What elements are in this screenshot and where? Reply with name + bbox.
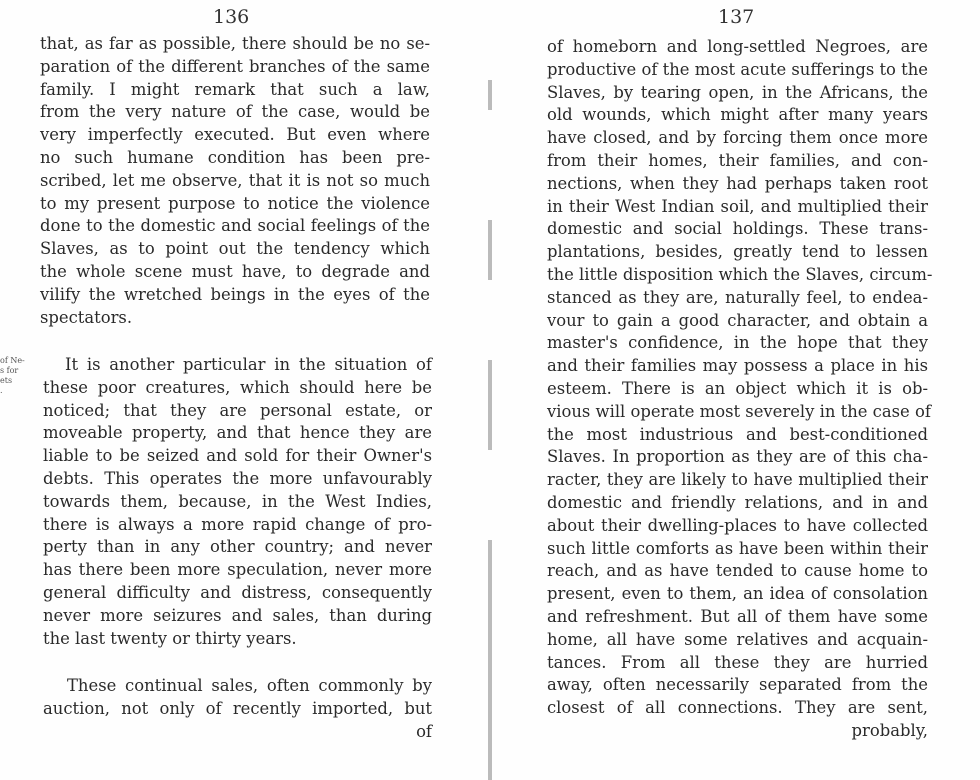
text-line: from the very nature of the case, would be	[40, 102, 430, 122]
text-line: perty than in any other country; and never	[43, 537, 432, 557]
left-paragraph-2	[43, 354, 432, 650]
margin-note-line: ets	[0, 376, 13, 385]
text-line: auction, not only of recently imported, but	[43, 698, 432, 718]
text-line: very imperfectly executed. But even where	[40, 125, 430, 145]
text-line: old wounds, which might after many years	[547, 105, 928, 125]
text-line: debts. This operates the more unfavourably	[43, 468, 432, 488]
text-line: no such humane condition has been pre-	[40, 147, 430, 167]
text-line: productive of the most acute sufferings to the	[547, 59, 928, 79]
text-line: there is always a more rapid change of pro-	[43, 514, 432, 534]
text-line: Slaves, by tearing open, in the Africans, the	[547, 82, 928, 102]
text-line: racter, they are likely to have multiplied their	[547, 470, 928, 490]
text-line: scribed, let me observe, that it is not so much	[40, 170, 430, 190]
margin-note-line: of Ne-	[0, 356, 25, 365]
text-line: about their dwelling-places to have collected	[547, 515, 928, 535]
text-line: liable to be seized and sold for their Owner's	[43, 446, 432, 466]
margin-note-line: s for	[0, 366, 19, 375]
text-line: of homeborn and long-settled Negroes, are	[547, 37, 928, 56]
margin-note	[0, 356, 40, 396]
text-line: nections, when they had perhaps taken root	[547, 173, 928, 193]
text-line: have closed, and by forcing them once more	[547, 128, 928, 148]
text-line: family. I might remark that such a law,	[40, 79, 430, 99]
text-line: moveable property, and that hence they are	[43, 423, 432, 443]
text-line: these poor creatures, which should here be	[43, 377, 432, 397]
text-line: home, all have some relatives and acquain-	[547, 629, 928, 649]
text-line: the whole scene must have, to degrade and	[40, 261, 430, 281]
text-line: such little comforts as have been within their	[547, 538, 928, 558]
page-number-right: 137	[718, 6, 755, 28]
text-line: away, often necessarily separated from the	[547, 675, 928, 695]
text-line: that, as far as possible, there should be no se-	[40, 34, 430, 53]
text-line: domestic and social holdings. These trans-	[547, 219, 928, 239]
text-line: Slaves, as to point out the tendency which	[40, 239, 430, 259]
text-line: paration of the different branches of the same	[40, 56, 430, 76]
text-line: domestic and friendly relations, and in and	[547, 492, 928, 512]
text-line: closest of all connections. They are sent,	[547, 698, 928, 718]
text-line: vilify the wretched beings in the eyes of the	[40, 284, 430, 304]
text-line: spectators.	[40, 307, 133, 327]
page-number-left: 136	[213, 6, 250, 28]
text-line: from their homes, their families, and con-	[547, 150, 928, 170]
right-paragraph-1	[547, 36, 933, 743]
text-line: vour to gain a good character, and obtain a	[547, 310, 928, 330]
text-line: stanced as they are, naturally feel, to endea-	[547, 287, 928, 307]
text-line: and their families may possess a place in his	[547, 356, 928, 376]
text-line: Slaves. In proportion as they are of this cha-	[547, 447, 928, 467]
text-line: reach, and as have tended to cause home to	[547, 561, 928, 581]
text-line: done to the domestic and social feelings of the	[40, 216, 430, 236]
text-line: in their West Indian soil, and multiplied their	[547, 196, 928, 216]
text-line: noticed; that they are personal estate, or	[43, 400, 432, 420]
text-line: present, even to them, an idea of consolation	[547, 584, 928, 604]
left-paragraph-1	[40, 33, 430, 329]
margin-note-line: .	[0, 386, 3, 395]
text-line: has there been more speculation, never more	[43, 560, 432, 580]
text-line: the most industrious and best-conditioned	[547, 424, 928, 444]
text-line: never more seizures and sales, than during	[43, 605, 432, 625]
text-line: master's confidence, in the hope that they	[547, 333, 928, 353]
text-line: towards them, because, in the West Indies,	[43, 491, 432, 511]
text-line: the last twenty or thirty years.	[43, 628, 297, 648]
text-line: to my present purpose to notice the violence	[40, 193, 430, 213]
text-line: the little disposition which the Slaves, circum-	[547, 264, 933, 284]
catchword: probably,	[851, 720, 928, 740]
text-line: general difficulty and distress, consequently	[43, 582, 432, 602]
text-line: tances. From all these they are hurried	[547, 652, 928, 672]
right-page	[490, 0, 980, 780]
left-paragraph-3	[43, 675, 432, 743]
text-line: These continual sales, often commonly by	[67, 676, 432, 695]
text-line: esteem. There is an object which it is ob-	[547, 378, 928, 398]
text-line: vious will operate most severely in the case of	[547, 401, 931, 421]
catchword: of	[416, 721, 432, 741]
text-line: and refreshment. But all of them have some	[547, 606, 928, 626]
text-line: plantations, besides, greatly tend to lessen	[547, 242, 928, 262]
text-line: It is another particular in the situation of	[65, 355, 432, 374]
